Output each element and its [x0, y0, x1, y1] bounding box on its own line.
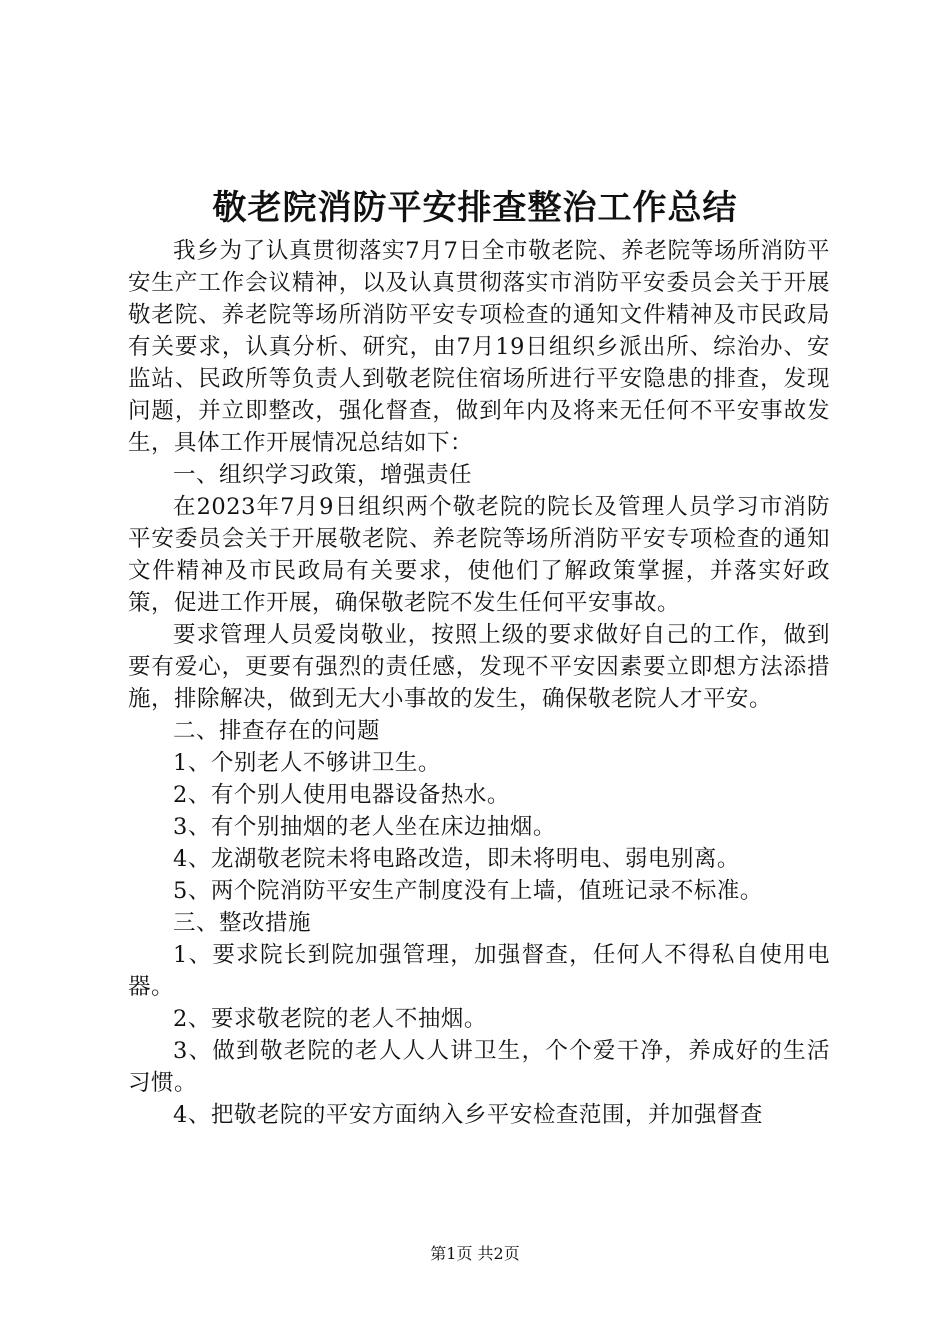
- section-heading-3: 三、整改措施: [173, 910, 312, 936]
- paragraph: 要求管理人员爱岗敬业，按照上级的要求做好自己的工作，做到要有爱心，更要有强烈的责任感，发现不平安因素要立即想方法添措施，排除解决，做到无大小事故的发生，确保敬老院人才平安。: [128, 622, 830, 712]
- section-heading-2: 二、排查存在的问题: [173, 718, 381, 744]
- paragraph: 在2023年7月9日组织两个敬老院的院长及管理人员学习市消防平安委员会关于开展敬老院、养老院等场所消防平安专项检查的通知文件精神及市民政局有关要求，使他们了解政策掌握，并落实好政策，促进工作开展，确保敬老院不发生任何平安事故。: [128, 494, 830, 616]
- list-item: 2、要求敬老院的老人不抽烟。: [173, 1006, 487, 1032]
- list-item: 4、龙湖敬老院未将电路改造，即未将明电、弱电别离。: [173, 846, 740, 872]
- list-item: 1、要求院长到院加强管理，加强督查，任何人不得私自使用电器。: [128, 942, 830, 1000]
- document-body: [128, 235, 830, 1131]
- intro-paragraph: 我乡为了认真贯彻落实7月7日全市敬老院、养老院等场所消防平安生产工作会议精神，以及认真贯彻落实市消防平安委员会关于开展敬老院、养老院等场所消防平安专项检查的通知文件精神及市民政局有关要求，认真分析、研究，由7月19日组织乡派出所、综治办、安监站、民政所等负责人到敬老院住宿场所进行平安隐患的排查，发现问题，并立即整改，强化督查，做到年内及将来无任何不平安事故发生，具体工作开展情况总结如下：: [128, 238, 830, 456]
- list-item: 1、个别老人不够讲卫生。: [173, 750, 441, 776]
- document-title: 敬老院消防平安排查整治工作总结: [212, 188, 738, 228]
- list-item: 2、有个别人使用电器设备热水。: [173, 782, 510, 808]
- list-item: 3、有个别抽烟的老人坐在床边抽烟。: [173, 814, 556, 840]
- list-item: 4、把敬老院的平安方面纳入乡平安检查范围，并加强督查: [173, 1102, 763, 1128]
- list-item: 5、两个院消防平安生产制度没有上墙，值班记录不标准。: [173, 878, 763, 904]
- page-footer: 第1页 共2页: [430, 1244, 520, 1263]
- list-item: 3、做到敬老院的老人人人讲卫生，个个爱干净，养成好的生活习惯。: [128, 1038, 830, 1096]
- section-heading-1: 一、组织学习政策，增强责任: [173, 462, 473, 488]
